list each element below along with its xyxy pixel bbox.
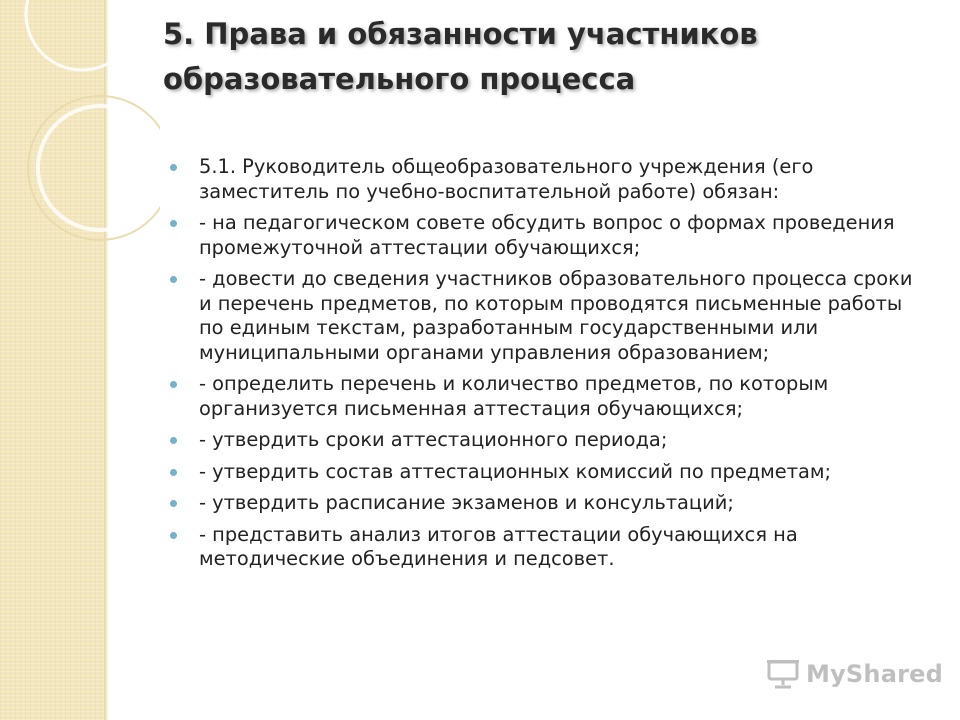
bullet-dot-icon [170, 164, 177, 171]
bullet-dot-icon [170, 220, 177, 227]
list-item [170, 428, 930, 453]
watermark-text: MyShared [806, 660, 943, 688]
list-item-text: - утвердить расписание экзаменов и консультаций; [199, 491, 734, 514]
slide-title-line-1: 5. Права и обязанности участников [163, 17, 758, 51]
watermark [766, 658, 943, 690]
list-item-text: - определить перечень и количество предметов, по которым организуется письменная аттестация обучающихся; [199, 372, 829, 420]
projector-screen-icon [766, 659, 800, 689]
list-item [170, 372, 930, 421]
list-item [170, 211, 930, 260]
list-item-text: - довести до сведения участников образовательного процесса сроки и перечень предметов, по которым проводятся письменные работы по единым текстам, разработанным государственными или муниципальными органами управления образованием; [199, 267, 913, 364]
list-item-text: 5.1. Руководитель общеобразовательного учреждения (его заместитель по учебно-воспитательной работе) обязан: [199, 155, 814, 203]
list-item [170, 155, 930, 204]
bullet-dot-icon [170, 469, 177, 476]
list-item-text: - на педагогическом совете обсудить вопрос о формах проведения промежуточной аттестации обучающихся; [199, 211, 895, 259]
bullet-dot-icon [170, 276, 177, 283]
bullet-dot-icon [170, 500, 177, 507]
slide-title [163, 12, 923, 102]
decorative-circles-icon [0, 0, 160, 300]
list-item-text: - представить анализ итогов аттестации обучающихся на методические объединения и педсовет. [199, 522, 798, 570]
list-item [170, 267, 930, 365]
bullet-dot-icon [170, 532, 177, 539]
list-item-text: - утвердить сроки аттестационного периода; [199, 428, 668, 451]
list-item [170, 460, 930, 485]
bullet-dot-icon [170, 381, 177, 388]
bullet-list [170, 155, 930, 579]
list-item [170, 491, 930, 516]
list-item [170, 523, 930, 572]
slide-title-line-2: образовательного процесса [163, 62, 636, 96]
list-item-text: - утвердить состав аттестационных комиссий по предметам; [199, 459, 832, 483]
bullet-dot-icon [170, 437, 177, 444]
